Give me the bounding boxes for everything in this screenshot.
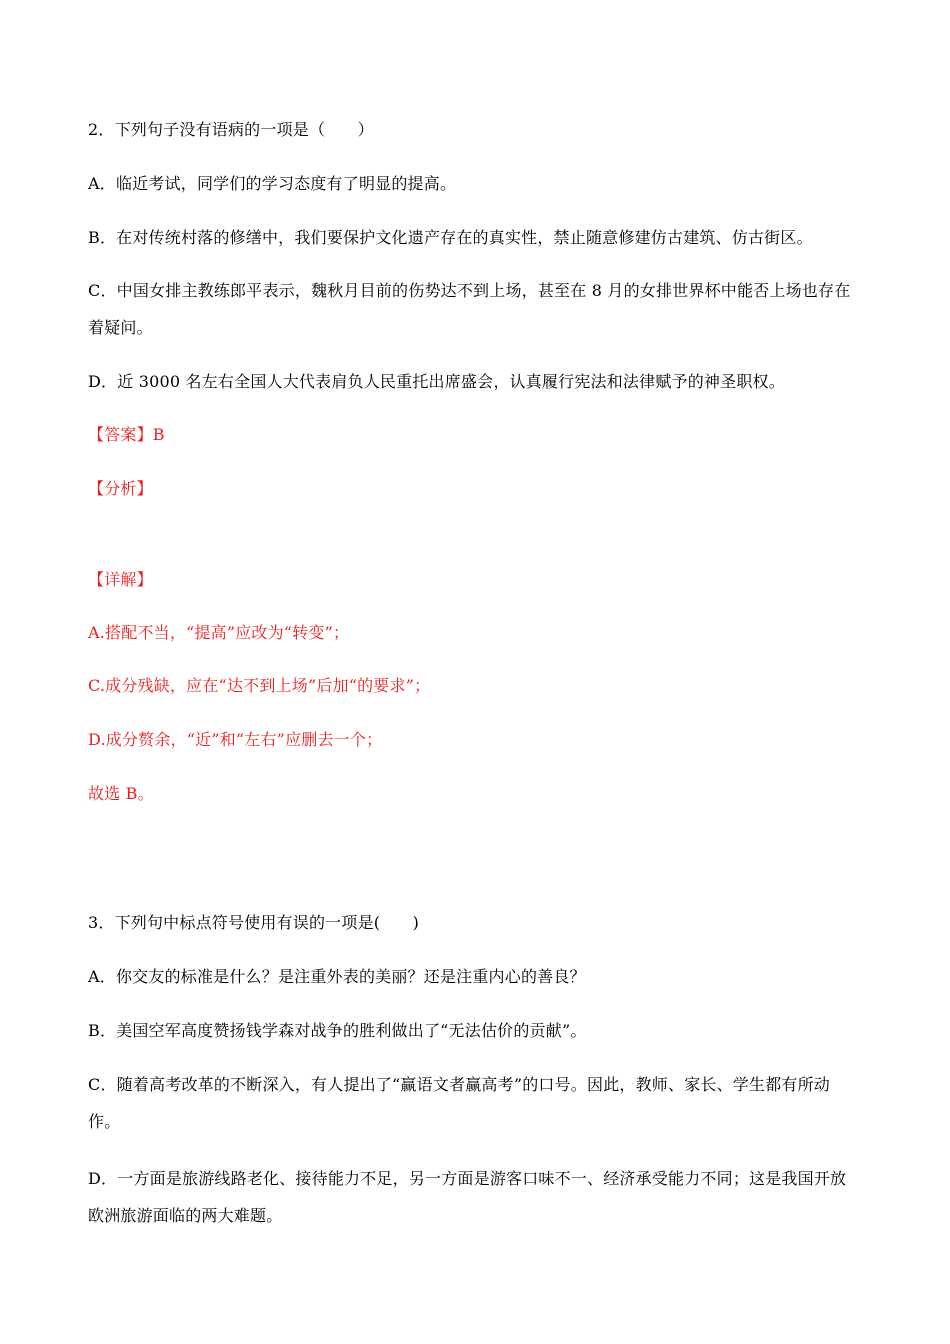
q3-option-d: D．一方面是旅游线路老化、接待能力不足，另一方面是游客口味不一、经济承受能力不同；这是我国开放欧洲旅游面临的两大难题。 [88, 1169, 847, 1225]
q3-option-b: B．美国空军高度赞扬钱学森对战争的胜利做出了“无法估价的贡献”。 [88, 1021, 587, 1040]
q2-answer: 【答案】B [88, 425, 165, 444]
q2-option-c: C．中国女排主教练郎平表示，魏秋月目前的伤势达不到上场，甚至在 8 月的女排世界杯中能否上场也存在着疑问。 [88, 281, 851, 337]
q2-option-b: B．在对传统村落的修缮中，我们要保护文化遗产存在的真实性，禁止随意修建仿古建筑、仿古街区。 [88, 228, 813, 247]
q2-detail-d: D.成分赘余，“近”和“左右”应删去一个； [88, 730, 383, 749]
q3-stem: 3．下列句中标点符号使用有误的一项是( ) [88, 913, 420, 932]
q2-analysis-heading: 【分析】 [88, 479, 153, 498]
q3-option-c: C．随着高考改革的不断深入，有人提出了“赢语文者赢高考”的口号。因此，教师、家长、学生都有所动作。 [88, 1075, 831, 1131]
q2-option-a: A．临近考试，同学们的学习态度有了明显的提高。 [88, 174, 457, 193]
q2-stem: 2．下列句子没有语病的一项是（ ） [88, 120, 374, 139]
q2-detail-a: A.搭配不当，“提高”应改为“转变”； [88, 623, 350, 642]
q2-option-d: D．近 3000 名左右全国人大代表肩负人民重托出席盛会，认真履行宪法和法律赋予的神圣职权。 [88, 372, 785, 391]
q2-detail-heading: 【详解】 [88, 570, 153, 589]
q3-option-a: A．你交友的标准是什么？是注重外表的美丽？还是注重内心的善良？ [88, 967, 586, 986]
q2-detail-c: C.成分残缺，应在“达不到上场”后加“的要求”； [88, 676, 431, 695]
q2-conclusion: 故选 B。 [88, 784, 154, 803]
